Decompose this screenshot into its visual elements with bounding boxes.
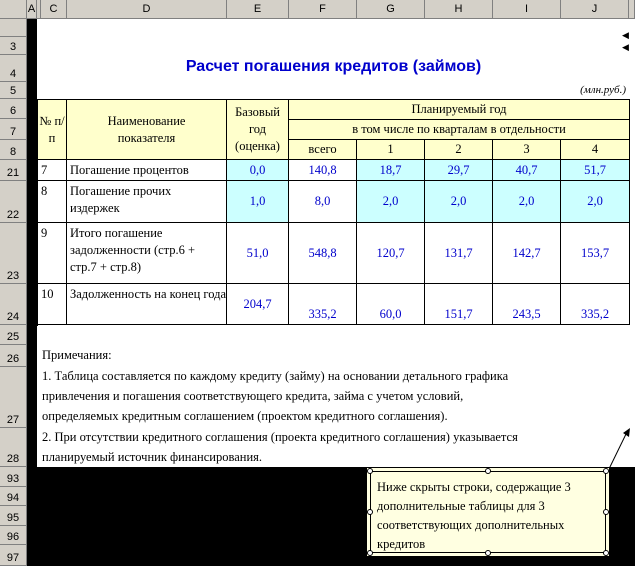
- row-header-3[interactable]: 3: [0, 37, 27, 55]
- comment-text: Ниже скрыты строки, содержащие 3 дополнительные таблицы для 3 соответствующих дополнительных кредитов: [377, 480, 571, 551]
- notes-line: привлечения и погашения соответствующего кредита, займа с учетом условий,: [42, 389, 464, 403]
- row-header-21[interactable]: 21: [0, 160, 27, 181]
- row-header-24[interactable]: 24: [0, 284, 27, 325]
- cell-total[interactable]: 335,2: [289, 284, 357, 325]
- resize-handle[interactable]: [485, 550, 491, 556]
- header-name[interactable]: [67, 100, 227, 160]
- notes-heading: Примечания:: [42, 348, 112, 362]
- row-header-6[interactable]: 6: [0, 99, 27, 119]
- header-planned-year[interactable]: Планируемый год: [289, 100, 630, 120]
- select-all-corner[interactable]: [0, 0, 27, 19]
- column-header-i[interactable]: I: [493, 0, 561, 19]
- comment-pointer: [605, 428, 630, 473]
- resize-handle[interactable]: [367, 550, 373, 556]
- column-header-j[interactable]: J: [561, 0, 629, 19]
- cell-base[interactable]: 204,7: [227, 284, 289, 325]
- header-q3[interactable]: 3: [493, 140, 561, 160]
- column-header-e[interactable]: E: [227, 0, 289, 19]
- header-base-label: Базовый год (оценка): [235, 105, 280, 153]
- cell-q4[interactable]: 51,7: [561, 160, 630, 181]
- cell-q2[interactable]: 151,7: [425, 284, 493, 325]
- column-header-f[interactable]: F: [289, 0, 357, 19]
- header-num-label: № п/п: [39, 113, 65, 145]
- cell-q3[interactable]: 2,0: [493, 181, 561, 223]
- units-label: (млн.руб.): [580, 84, 626, 96]
- row-header-8[interactable]: 8: [0, 140, 27, 160]
- cell-q1[interactable]: 2,0: [357, 181, 425, 223]
- header-name-label: Наименование показателя: [107, 113, 186, 145]
- arrow-left-icon: ◀: [622, 30, 629, 40]
- resize-handle[interactable]: [367, 468, 373, 474]
- cell-q4[interactable]: 335,2: [561, 284, 630, 325]
- cell-q3[interactable]: 40,7: [493, 160, 561, 181]
- row-header-93[interactable]: 93: [0, 467, 27, 487]
- cell-q2[interactable]: 29,7: [425, 160, 493, 181]
- row-header-28[interactable]: 28: [0, 428, 27, 467]
- row-name[interactable]: Задолженность на конец года: [67, 284, 227, 325]
- row-name[interactable]: Погашение прочих издержек: [67, 181, 227, 223]
- cell-q4[interactable]: 153,7: [561, 223, 630, 284]
- header-q2[interactable]: 2: [425, 140, 493, 160]
- row-header-26[interactable]: 26: [0, 345, 27, 367]
- notes-line: 1. Таблица составляется по каждому кредиту (займу) на основании детального графика: [42, 369, 509, 383]
- cell-q2[interactable]: 2,0: [425, 181, 493, 223]
- cell-comment[interactable]: [370, 471, 606, 553]
- row-num[interactable]: 8: [38, 181, 67, 223]
- cell-total[interactable]: 548,8: [289, 223, 357, 284]
- resize-handle[interactable]: [367, 509, 373, 515]
- row-header-7[interactable]: 7: [0, 119, 27, 140]
- row-name[interactable]: Погашение процентов: [67, 160, 227, 181]
- resize-handle[interactable]: [603, 468, 609, 474]
- notes-line: определяемых кредитным соглашением (проектом кредитного соглашения).: [42, 409, 448, 423]
- cell-total[interactable]: 8,0: [289, 181, 357, 223]
- row-num[interactable]: 7: [38, 160, 67, 181]
- notes-line: 2. При отсутствии кредитного соглашения (проекта кредитного соглашения) указывается: [42, 430, 518, 444]
- arrow-left-icon: ◀: [622, 42, 629, 52]
- header-q1[interactable]: 1: [357, 140, 425, 160]
- cell-q1[interactable]: 60,0: [357, 284, 425, 325]
- header-quarters-caption[interactable]: в том числе по кварталам в отдельности: [289, 120, 630, 140]
- resize-handle[interactable]: [603, 509, 609, 515]
- row-header-94[interactable]: 94: [0, 487, 27, 506]
- cell-base[interactable]: 0,0: [227, 160, 289, 181]
- resize-handle[interactable]: [603, 550, 609, 556]
- row-header-25[interactable]: 25: [0, 325, 27, 345]
- header-total[interactable]: всего: [289, 140, 357, 160]
- row-header-22[interactable]: 22: [0, 181, 27, 223]
- row-header-4[interactable]: 4: [0, 55, 27, 82]
- row-header-96[interactable]: 96: [0, 526, 27, 545]
- column-header-h[interactable]: H: [425, 0, 493, 19]
- column-header-c[interactable]: C: [41, 0, 67, 19]
- notes-line: планируемый источник финансирования.: [42, 450, 263, 464]
- row-header-95[interactable]: 95: [0, 506, 27, 526]
- cell-q3[interactable]: 142,7: [493, 223, 561, 284]
- cell-q1[interactable]: 120,7: [357, 223, 425, 284]
- row-header[interactable]: [0, 19, 27, 37]
- column-header-a[interactable]: A: [27, 0, 37, 19]
- cell-base[interactable]: 1,0: [227, 181, 289, 223]
- column-header-d[interactable]: D: [67, 0, 227, 19]
- cell-base[interactable]: 51,0: [227, 223, 289, 284]
- header-num[interactable]: [38, 100, 67, 160]
- cell-q1[interactable]: 18,7: [357, 160, 425, 181]
- row-num[interactable]: 9: [38, 223, 67, 284]
- header-q4[interactable]: 4: [561, 140, 630, 160]
- cell-q3[interactable]: 243,5: [493, 284, 561, 325]
- column-header-g[interactable]: G: [357, 0, 425, 19]
- cell-total[interactable]: 140,8: [289, 160, 357, 181]
- header-base-year[interactable]: [227, 100, 289, 160]
- row-header-5[interactable]: 5: [0, 82, 27, 99]
- row-num[interactable]: 10: [38, 284, 67, 325]
- row-name[interactable]: Итого погашение задолженности (стр.6 + стр.7 + стр.8): [67, 223, 227, 284]
- row-header-97[interactable]: 97: [0, 545, 27, 566]
- resize-handle[interactable]: [485, 468, 491, 474]
- cell-q4[interactable]: 2,0: [561, 181, 630, 223]
- cell-q2[interactable]: 131,7: [425, 223, 493, 284]
- column-header-k[interactable]: [629, 0, 635, 19]
- row-header-23[interactable]: 23: [0, 223, 27, 284]
- row-header-27[interactable]: 27: [0, 367, 27, 428]
- page-title: Расчет погашения кредитов (займов): [185, 58, 482, 75]
